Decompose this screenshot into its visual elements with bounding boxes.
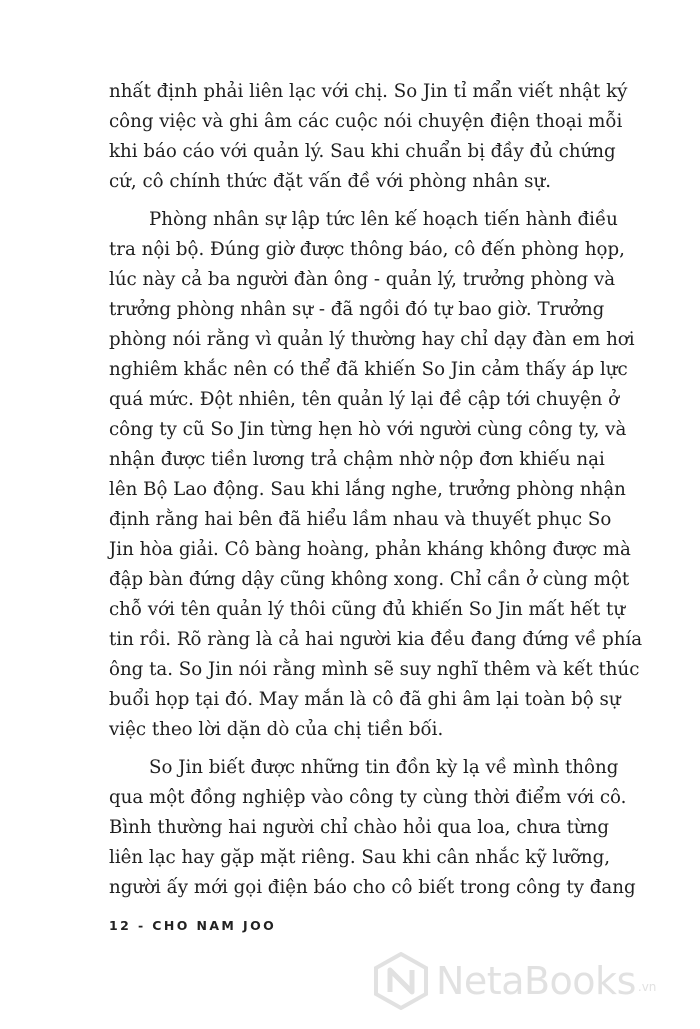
- text-line: công ty cũ So Jin từng hẹn hò với người cùng công ty, và: [109, 419, 627, 440]
- text-line: nhận được tiền lương trả chậm nhờ nộp đơn khiếu nại: [109, 449, 605, 470]
- text-line: So Jin biết được những tin đồn kỳ lạ về mình thông: [149, 757, 619, 778]
- text-line: người ấy mới gọi điện báo cho cô biết trong công ty đang: [109, 877, 636, 898]
- text-line: việc theo lời dặn dò của chị tiền bối.: [109, 719, 444, 740]
- text-line: quá mức. Đột nhiên, tên quản lý lại đề cập tới chuyện ở: [109, 389, 620, 410]
- text-line: liên lạc hay gặp mặt riêng. Sau khi cân nhắc kỹ lưỡng,: [109, 847, 610, 868]
- text-line: phòng nói rằng vì quản lý thường hay chỉ dạy đàn em hơi: [109, 329, 635, 350]
- text-line: cứ, cô chính thức đặt vấn đề với phòng nhân sự.: [109, 171, 551, 192]
- text-line: Phòng nhân sự lập tức lên kế hoạch tiến hành điều: [149, 209, 618, 230]
- text-line: nhất định phải liên lạc với chị. So Jin tỉ mẩn viết nhật ký: [109, 81, 628, 102]
- text-line: ông ta. So Jin nói rằng mình sẽ suy nghĩ thêm và kết thúc: [109, 659, 640, 680]
- text-line: công việc và ghi âm các cuộc nói chuyện điện thoại mỗi: [109, 111, 623, 132]
- text-line: tin rồi. Rõ ràng là cả hai người kia đều đang đứng về phía: [109, 629, 643, 650]
- text-line: buổi họp tại đó. May mắn là cô đã ghi âm lại toàn bộ sự: [109, 689, 621, 710]
- watermark-suffix: .vn: [637, 980, 657, 994]
- text-line: trưởng phòng nhân sự - đã ngồi đó tự bao giờ. Trưởng: [109, 299, 605, 320]
- text-line: nghiêm khắc nên có thể đã khiến So Jin cảm thấy áp lực: [109, 359, 628, 380]
- text-line: tra nội bộ. Đúng giờ được thông báo, cô đến phòng họp,: [109, 239, 625, 260]
- text-line: Jin hòa giải. Cô bàng hoàng, phản kháng không được mà: [109, 539, 631, 560]
- text-line: chỗ với tên quản lý thôi cũng đủ khiến So Jin mất hết tự: [109, 599, 626, 620]
- watermark: [372, 946, 656, 1016]
- netabooks-logo-icon: [372, 952, 430, 1010]
- page-footer: 12 - CHO NAM JOO: [109, 918, 277, 933]
- text-line: định rằng hai bên đã hiểu lầm nhau và thuyết phục So: [109, 509, 612, 530]
- watermark-brand: NetaBooks: [436, 959, 636, 1003]
- text-line: khi báo cáo với quản lý. Sau khi chuẩn bị đầy đủ chứng: [109, 141, 616, 162]
- text-line: lúc này cả ba người đàn ông - quản lý, trưởng phòng và: [109, 269, 616, 290]
- text-line: đập bàn đứng dậy cũng không xong. Chỉ cần ở cùng một: [109, 569, 630, 590]
- text-line: lên Bộ Lao động. Sau khi lắng nghe, trưởng phòng nhận: [109, 479, 626, 500]
- text-line: Bình thường hai người chỉ chào hỏi qua loa, chưa từng: [109, 817, 609, 838]
- text-line: qua một đồng nghiệp vào công ty cùng thời điểm với cô.: [109, 787, 627, 808]
